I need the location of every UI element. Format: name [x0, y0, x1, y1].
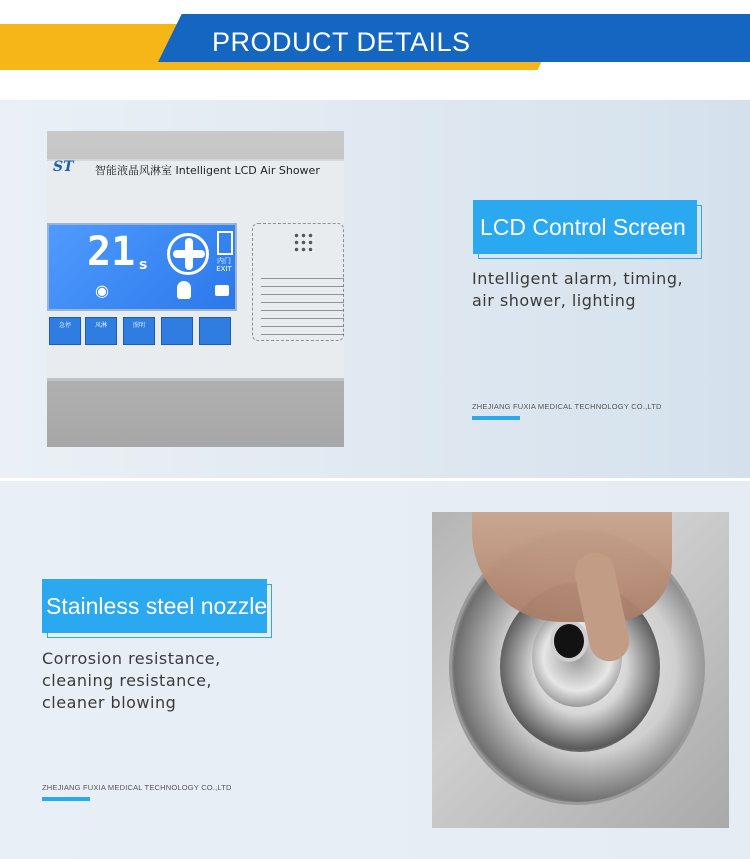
stainless-nozzle-label: Stainless steel nozzle — [42, 579, 267, 633]
wireless-icon: ◉ — [95, 281, 109, 300]
lcd-description: Intelligent alarm, timing, air shower, lighting — [472, 269, 684, 310]
light-key: 照明 — [123, 317, 155, 345]
lcd-notice-area — [252, 223, 344, 341]
fan-icon — [167, 233, 209, 275]
down-key — [199, 317, 231, 345]
lcd-display — [47, 223, 237, 311]
light-bulb-icon — [177, 281, 191, 299]
stainless-nozzle-photo — [432, 512, 729, 828]
page-title: PRODUCT DETAILS — [212, 27, 471, 57]
air-shower-key: 风淋 — [85, 317, 117, 345]
nozzle-outlet — [550, 620, 588, 662]
lcd-keypad — [47, 317, 237, 347]
lcd-timer: 21 — [87, 229, 136, 275]
up-key — [161, 317, 193, 345]
lcd-timer-unit: s — [139, 257, 148, 273]
lcd-control-photo — [47, 131, 344, 447]
emergency-stop-key: 急停 — [49, 317, 81, 345]
accent-bar — [42, 797, 90, 801]
nozzle-description: Corrosion resistance, cleaning resistance, cleaner blowing — [42, 649, 221, 712]
lock-icon — [215, 285, 229, 296]
lcd-device-header: 智能液晶风淋室 Intelligent LCD Air Shower — [95, 164, 320, 177]
company-name: ZHEJIANG FUXIA MEDICAL TECHNOLOGY CO.,LTD — [472, 402, 662, 411]
company-name: ZHEJIANG FUXIA MEDICAL TECHNOLOGY CO.,LTD — [42, 783, 232, 792]
header-banner — [0, 0, 750, 90]
lcd-control-screen-label: LCD Control Screen — [473, 200, 697, 254]
accent-bar — [472, 416, 520, 420]
notice-text-lines — [261, 278, 344, 338]
lcd-exit-label: 内门 EXIT — [216, 257, 232, 273]
speaker-icon — [293, 232, 315, 254]
lcd-brand-logo: ST — [53, 159, 74, 175]
door-icon — [217, 231, 233, 255]
